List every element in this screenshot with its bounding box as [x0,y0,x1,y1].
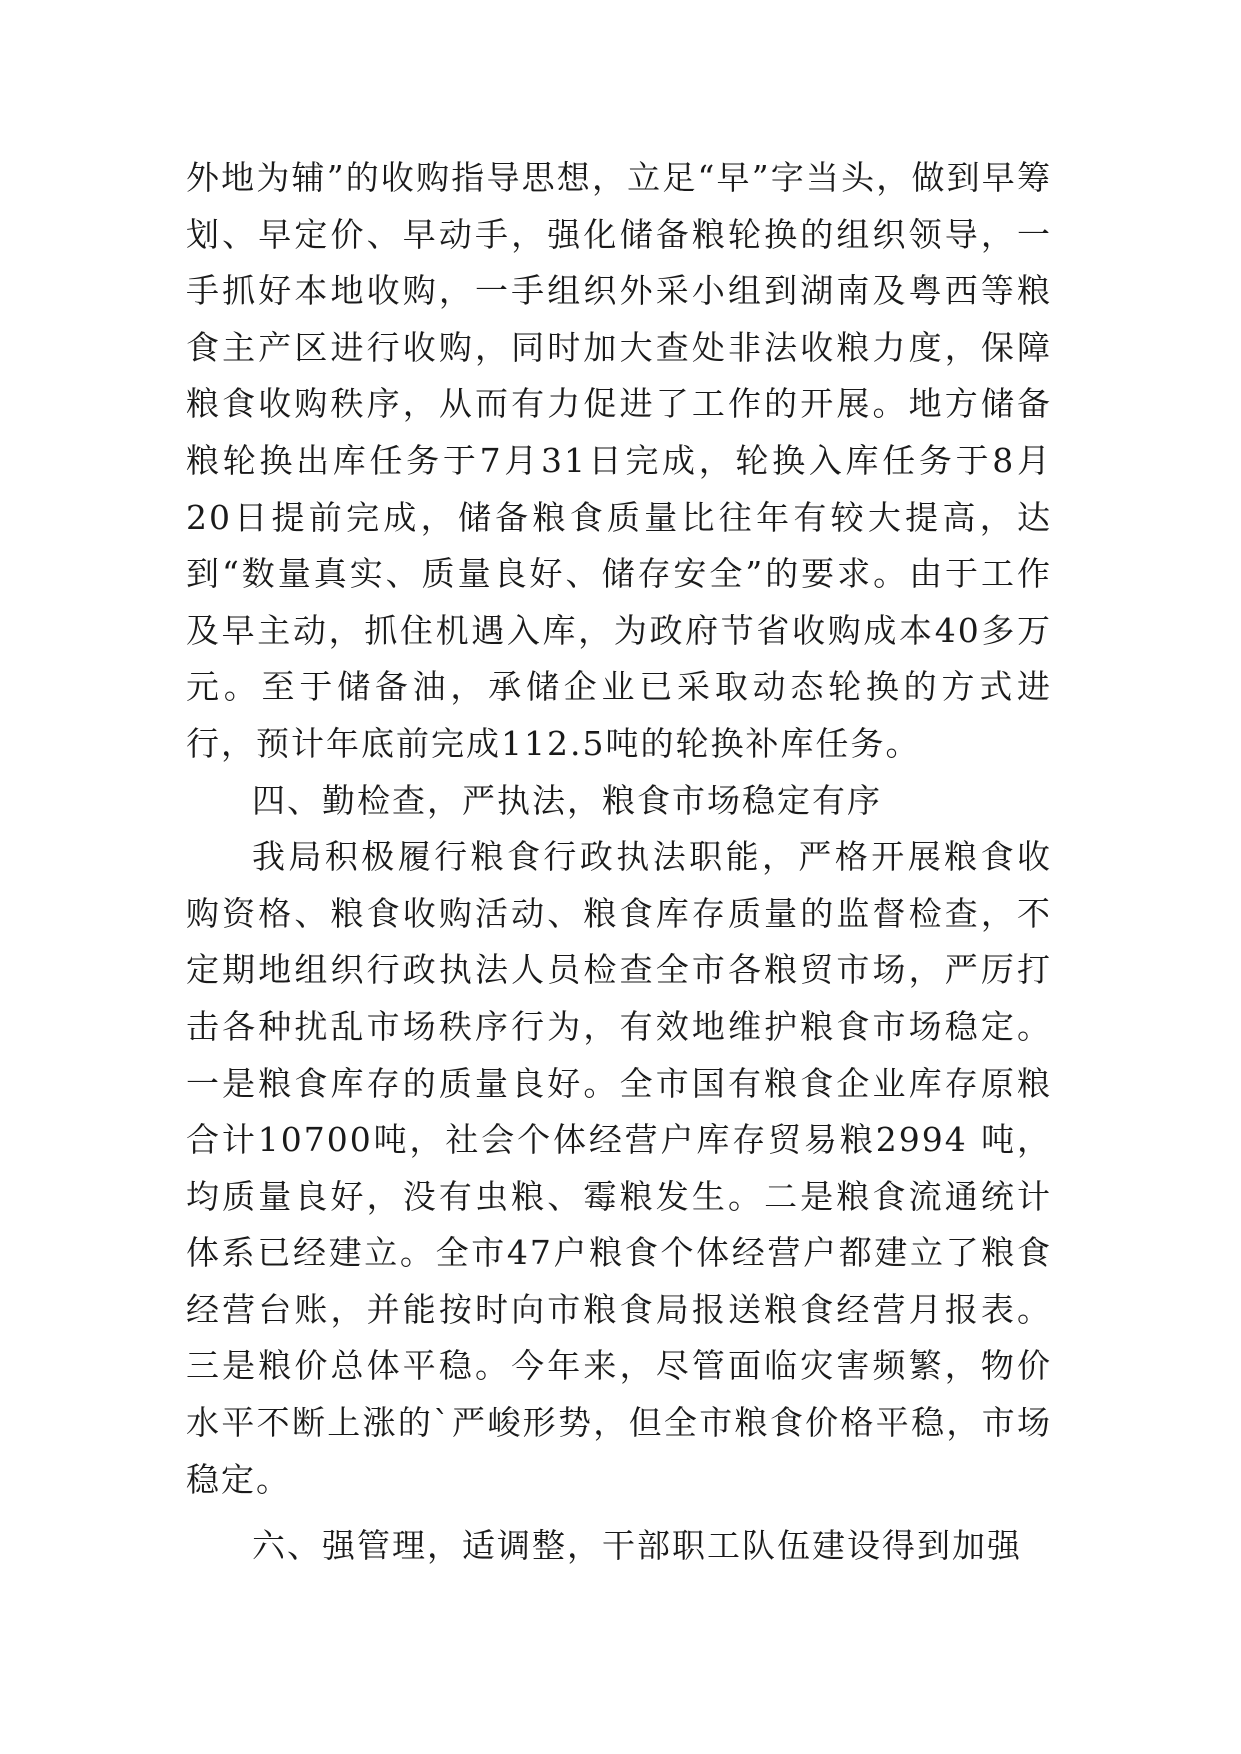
section-heading-staff-management: 六、强管理，适调整，干部职工队伍建设得到加强 [252,1526,1022,1566]
document-body [186,150,1052,1575]
paragraph-reserve-grain-rotation: 外地为辅”的收购指导思想，立足“早”字当头，做到早筹划、早定价、早动手，强化储备粮轮换的组织领导，一手抓好本地收购，一手组织外采小组到湖南及粤西等粮食主产区进行收购，同时加大查处非法收粮力度，保障粮食收购秩序，从而有力促进了工作的开展。地方储备粮轮换出库任务于7月31日完成，轮换入库任务于8月20日提前完成，储备粮食质量比往年有较大提高，达到“数量真实、质量良好、储存安全”的要求。由于工作及早主动，抓住机遇入库，为政府节省收购成本40多万元。至于储备油，承储企业已采取动态轮换的方式进行，预计年底前完成112.5吨的轮换补库任务。 [186,158,1052,763]
section-heading-inspection: 四、勤检查，严执法，粮食市场稳定有序 [252,780,882,820]
paragraph-grain-market-enforcement: 我局积极履行粮食行政执法职能，严格开展粮食收购资格、粮食收购活动、粮食库存质量的监督检查，不定期地组织行政执法人员检查全市各粮贸市场，严厉打击各种扰乱市场秩序行为，有效地维护粮食市场稳定。一是粮食库存的质量良好。全市国有粮食企业库存原粮合计10700吨，社会个体经营户库存贸易粮2994 吨，均质量良好，没有虫粮、霉粮发生。二是粮食流通统计体系已经建立。全市47户粮食个体经营户都建立了粮食经营台账，并能按时向市粮食局报送粮食经营月报表。三是粮价总体平稳。今年来，尽管面临灾害频繁，物价水平不断上涨的`严峻形势，但全市粮食价格平稳，市场稳定。 [186,837,1052,1499]
